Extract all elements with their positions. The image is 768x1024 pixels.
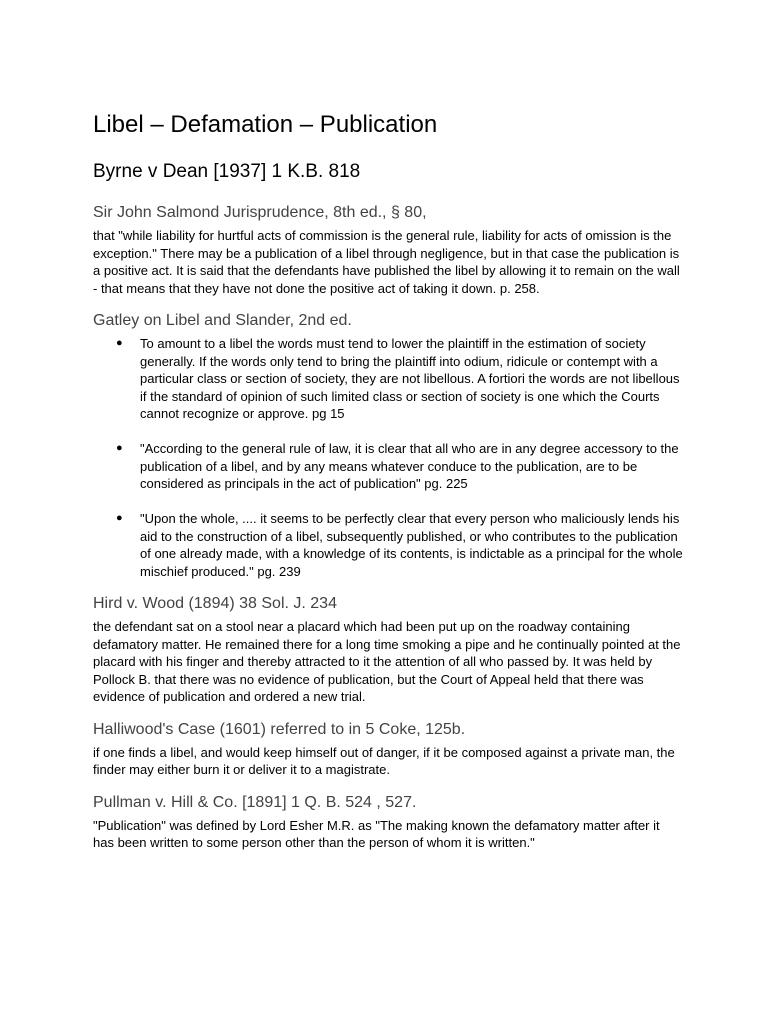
- section-body: "Publication" was defined by Lord Esher M.R. as "The making known the defamatory matter after it has been written to some person other than the person of whom it is written.": [93, 817, 660, 850]
- bullet-icon: ●: [116, 442, 123, 454]
- section-halliwood: [93, 720, 683, 779]
- bullet-item: [93, 510, 683, 580]
- section-gatley: [93, 311, 683, 580]
- section-hird-v-wood: [93, 594, 683, 706]
- section-heading: Hird v. Wood (1894) 38 Sol. J. 234: [93, 595, 337, 612]
- section-body: that "while liability for hurtful acts of commission is the general rule, liability for acts of omission is the exception." There may be a publication of a libel through negligence, but in that case the publication is a positive act. It is said that the defendants have published the libel by allowing it to remain on the wall - that means that they have not done the positive act of taking it down. p. 258.: [93, 228, 680, 296]
- document-title: Libel – Defamation – Publication: [93, 111, 438, 138]
- section-heading: Halliwood's Case (1601) referred to in 5 Coke, 125b.: [93, 720, 466, 738]
- bullet-item: [93, 440, 683, 493]
- bullet-icon: ●: [116, 512, 123, 524]
- section-salmond: [93, 203, 683, 297]
- section-body: the defendant sat on a stool near a placard which had been put up on the roadway containing defamatory matter. He remained there for a long time smoking a pipe and he continually pointed at the placard with his finger and thereby attracted to it the attention of all who passed by. It was held by Pollock B. that there was no evidence of publication, but the Court of Appeal held that there was evidence of publication and ordered a new trial.: [93, 619, 681, 704]
- section-heading: Pullman v. Hill & Co. [1891] 1 Q. B. 524 , 527.: [93, 793, 417, 811]
- bullet-text: "According to the general rule of law, it is clear that all who are in any degree accessory to the publication of a libel, and by any means whatever conduce to the publication, are to be considered as principals in the act of publication" pg. 225: [140, 441, 679, 491]
- bullet-icon: ●: [116, 337, 123, 349]
- bullet-list: [93, 335, 683, 580]
- section-heading: Sir John Salmond Jurisprudence, 8th ed., § 80,: [93, 204, 427, 221]
- section-heading: Gatley on Libel and Slander, 2nd ed.: [93, 312, 352, 329]
- bullet-text: To amount to a libel the words must tend to lower the plaintiff in the estimation of society generally. If the words only tend to bring the plaintiff into odium, ridicule or contempt with a particular class or section of society, they are not libellous. A fortiori the words are not libellous if the standard of opinion of such limited class or section of society is one which the Courts cannot recognize or approve. pg 15: [140, 336, 680, 421]
- document-page: [93, 109, 683, 852]
- section-pullman-v-hill: [93, 793, 683, 852]
- section-body: if one finds a libel, and would keep himself out of danger, if it be composed against a private man, the finder may either burn it or deliver it to a magistrate.: [93, 744, 675, 777]
- bullet-item: [93, 335, 683, 423]
- bullet-text: "Upon the whole, .... it seems to be perfectly clear that every person who maliciously lends his aid to the construction of a libel, subsequently published, or who contributes to the publication of one already made, with a knowledge of its contents, is indictable as a principal for the whole mischief produced." pg. 239: [140, 511, 683, 579]
- document-subtitle: Byrne v Dean [1937] 1 K.B. 818: [93, 161, 361, 182]
